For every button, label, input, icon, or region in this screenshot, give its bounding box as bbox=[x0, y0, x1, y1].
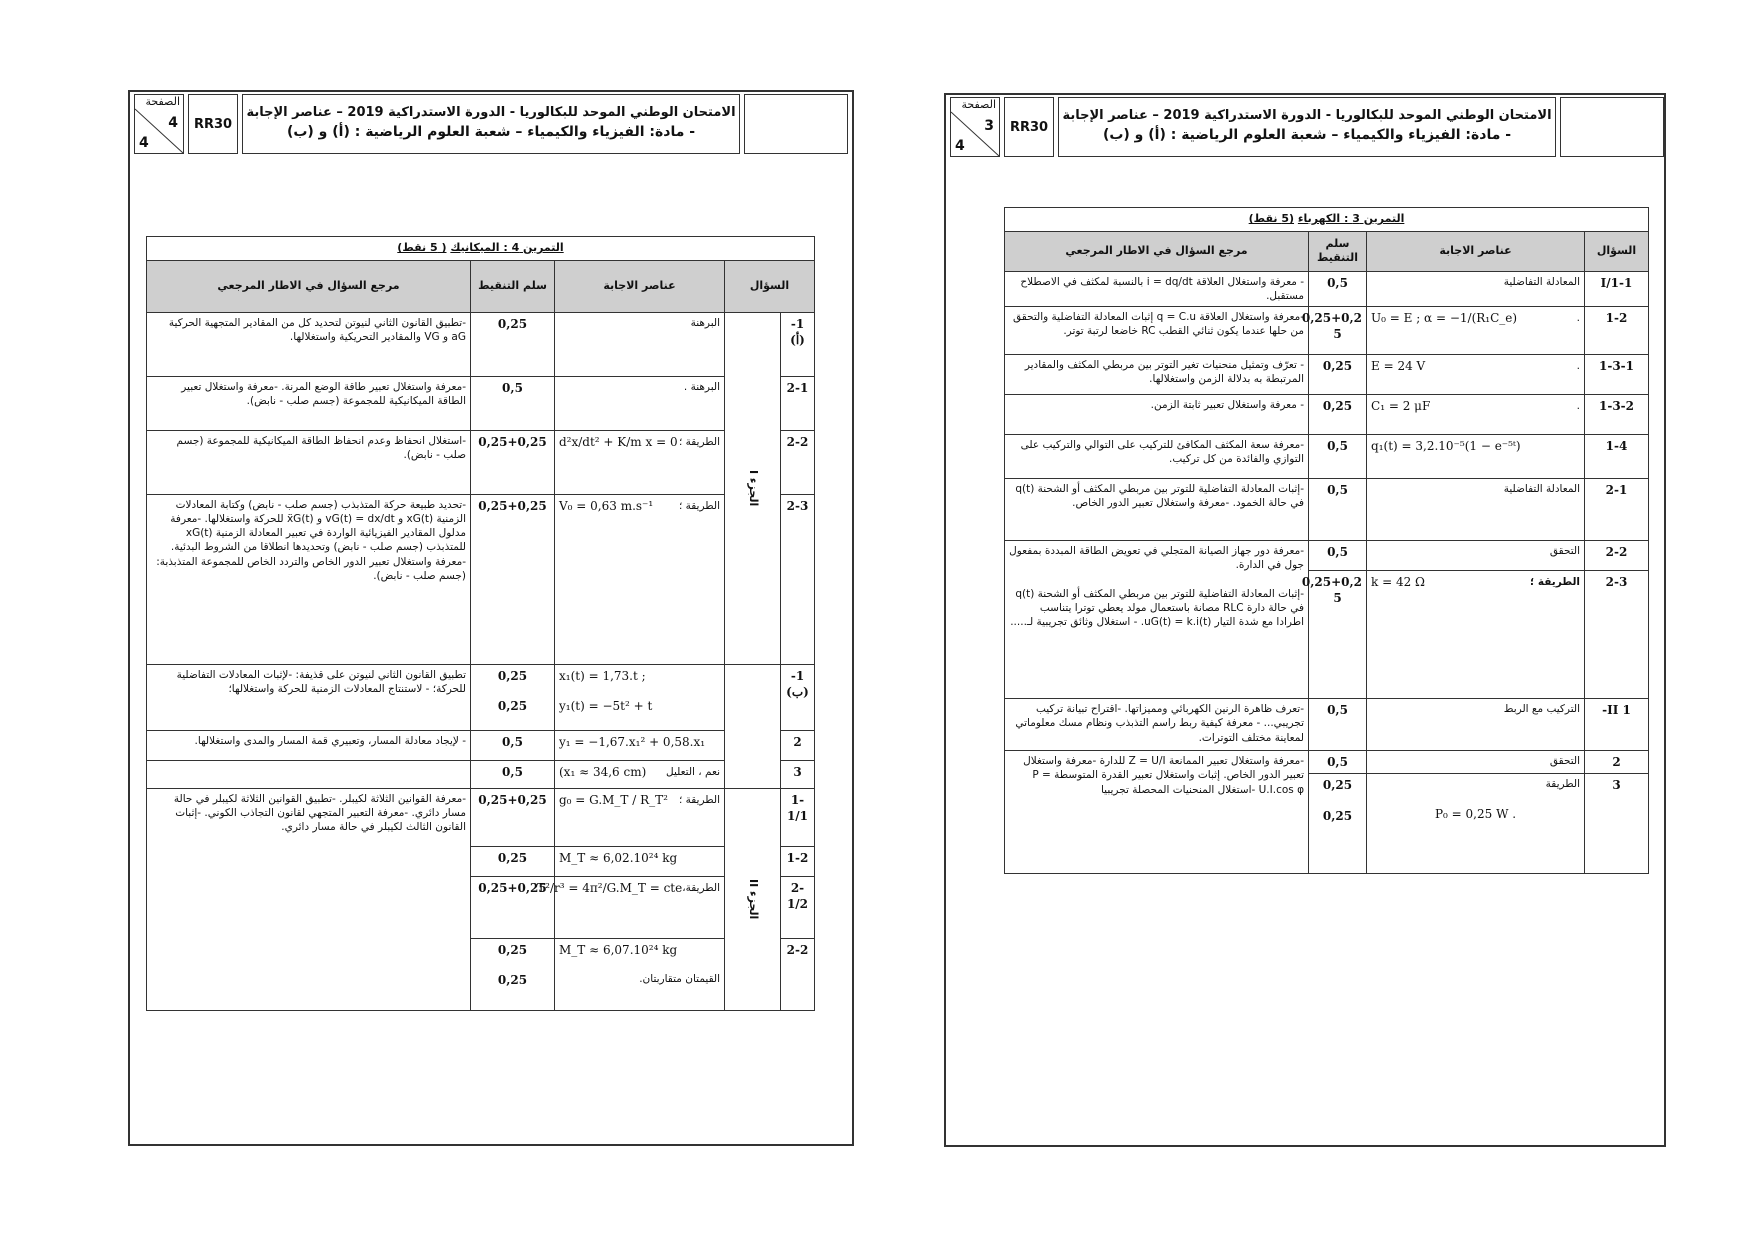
scale-cell: 0,25+0,25 bbox=[471, 788, 555, 846]
question-number: 1-1/1 bbox=[781, 788, 815, 846]
question-number: 2-1/2 bbox=[781, 876, 815, 938]
answer-cell: الطريقة ؛ g₀ = G.M_T / R_T² bbox=[555, 788, 725, 846]
scale-cell: 0,25 0,25 bbox=[471, 664, 555, 730]
col-answer: عناصر الاجابة bbox=[1367, 231, 1585, 271]
blank-box bbox=[744, 94, 848, 154]
page-header bbox=[134, 94, 848, 154]
answer-cell: . U₀ = E ; α = −1/(R₁C_e) bbox=[1367, 307, 1585, 355]
exam-title-box bbox=[1058, 97, 1556, 157]
table-row bbox=[1005, 307, 1649, 355]
answer-cell: الطريقة ؛ k = 42 Ω bbox=[1367, 571, 1585, 699]
scale-cell: 0,25 bbox=[471, 312, 555, 376]
exercise-title: التمرين 4 : الميكانيك ( 5 نقط) bbox=[147, 237, 815, 261]
reference-cell: - لإيجاد معادلة المسار، وتعبيري قمة المسار والمدى واستغلالها. bbox=[147, 730, 471, 760]
reference-cell: -تطبيق القانون الثاني لنيوتن لتحديد كل من المقادير المتجهية الحركية aG و VG والمقادير التحريكية واستغلالها. bbox=[147, 312, 471, 376]
question-number: 2 bbox=[1585, 751, 1649, 774]
table-row bbox=[147, 664, 815, 730]
reference-cell: -معرفة القوانين الثلاثة لكيبلر. -تطبيق القوانين الثلاثة لكيبلر في حالة مسار دائري. -معرفة التعبير المتجهي لقانون التجاذب الكوني. -إثبات القانون الثالث لكيبلر في حالة مسار دائري. bbox=[147, 788, 471, 1010]
table-row bbox=[147, 494, 815, 664]
table-row bbox=[1005, 271, 1649, 306]
table-row bbox=[147, 730, 815, 760]
question-number: 2 bbox=[781, 730, 815, 760]
question-number: 1-4 bbox=[1585, 435, 1649, 479]
scale-cell: 0,25+0,25 bbox=[471, 494, 555, 664]
reference-cell: - معرفة واستغلال تعبير ثابتة الزمن. bbox=[1005, 395, 1309, 435]
reference-cell: -تحديد طبيعة حركة المتذبذب (جسم صلب - نابض) وكتابة المعادلات الزمنية xG(t) و vG(t) = dx/dt و ẍG(t) للحركة واستغلالها. -معرفة مدلول المقادير الفيزيائية الواردة في تعبير المعادلة الزمنية xG(t) للمتذبذب (جسم صلب - نابض) وتحديدها انطلاقا من الشروط البدئية. -معرفة واستغلال تعبير الدور الخاص والتردد الخاص للمجموعة المتذبذبة: (جسم صلب - نابض). bbox=[147, 494, 471, 664]
answer-cell: التركيب مع الربط bbox=[1367, 699, 1585, 751]
scale-cell: 0,25 bbox=[1309, 355, 1367, 395]
exam-title: الامتحان الوطني الموحد للبكالوريا - الدورة الاستدراكية 2019 – عناصر الإجابة bbox=[246, 105, 736, 120]
scale-cell: 0,5 bbox=[1309, 479, 1367, 541]
part-label: الجزء I bbox=[725, 312, 781, 664]
reference-cell: -معرفة سعة المكثف المكافئ للتركيب على التوالي والتركيب على التوازي والفائدة من كل تركيب. bbox=[1005, 435, 1309, 479]
answer-cell: المعادلة التفاضلية bbox=[1367, 479, 1585, 541]
question-number: 2-1 bbox=[1585, 479, 1649, 541]
answer-cell: التحقق bbox=[1367, 541, 1585, 571]
question-number: 2-3 bbox=[781, 494, 815, 664]
scale-cell: 0,25+0,25 bbox=[471, 876, 555, 938]
part-label bbox=[725, 664, 781, 788]
exam-code: RR30 bbox=[1004, 97, 1054, 157]
reference-cell: تطبيق القانون الثاني لنيوتن على قذيفة: -لإثبات المعادلات التفاضلية للحركة؛ - لاستنتاج المعادلات الزمنية للحركة واستغلالها؛ bbox=[147, 664, 471, 730]
question-number: 2-2 bbox=[781, 938, 815, 1010]
question-number: 1-3-2 bbox=[1585, 395, 1649, 435]
table-row bbox=[1005, 479, 1649, 541]
table-row bbox=[1005, 395, 1649, 435]
blank-box bbox=[1560, 97, 1664, 157]
table-row bbox=[1005, 541, 1649, 571]
col-question: السؤال bbox=[1585, 231, 1649, 271]
answer-cell: البرهنة bbox=[555, 312, 725, 376]
exam-subject: - مادة: الفيزياء والكيمياء – شعبة العلوم الرياضية : (أ) و (ب) bbox=[286, 124, 696, 140]
answer-cell: التحقق bbox=[1367, 751, 1585, 774]
table-row bbox=[147, 312, 815, 376]
exam-subject: - مادة: الفيزياء والكيمياء – شعبة العلوم الرياضية : (أ) و (ب) bbox=[1102, 127, 1512, 143]
answer-sheet-page-4 bbox=[128, 90, 854, 1146]
answer-cell: x₁(t) = 1,73.t ; y₁(t) = −5t² + t bbox=[555, 664, 725, 730]
question-number: 1-2 bbox=[781, 846, 815, 876]
question-number: 2-2 bbox=[781, 430, 815, 494]
reference-cell: -معرفة واستغلال العلاقة q = C.u إثبات المعادلة التفاضلية والتحقق من حلها عندما يكون ثنائي القطب RC خاضعا لرتبة توتر. bbox=[1005, 307, 1309, 355]
reference-cell: -استغلال انحفاظ وعدم انحفاظ الطاقة الميكانيكية للمجموعة (جسم صلب - نابض). bbox=[147, 430, 471, 494]
reference-cell: -معرفة واستغلال تعبير طاقة الوضع المرنة. -معرفة واستغلال تعبير الطاقة الميكانيكية للمجموعة (جسم صلب - نابض). bbox=[147, 376, 471, 430]
answer-cell: نعم ، التعليل (x₁ ≈ 34,6 cm) bbox=[555, 760, 725, 788]
scale-cell: 0,25 0,25 bbox=[471, 938, 555, 1010]
question-number: 2-2 bbox=[1585, 541, 1649, 571]
exercise-title: التمرين 3 : الكهرباء (5 نقط) bbox=[1005, 208, 1649, 232]
question-number: I/1-1 bbox=[1585, 271, 1649, 306]
question-number: 3 bbox=[1585, 774, 1649, 874]
table-row bbox=[1005, 751, 1649, 774]
scale-cell: 0,25 0,25 bbox=[1309, 774, 1367, 874]
part-label: الجزء II bbox=[725, 788, 781, 1010]
page-number-box bbox=[134, 94, 184, 154]
page-number-box bbox=[950, 97, 1000, 157]
scale-cell: 0,5 bbox=[471, 760, 555, 788]
table-row bbox=[1005, 435, 1649, 479]
reference-cell bbox=[147, 760, 471, 788]
answer-cell: y₁ = −1,67.x₁² + 0,58.x₁ bbox=[555, 730, 725, 760]
reference-cell: -تعرف ظاهرة الرنين الكهربائي ومميزاتها. -اقتراح تبيانة تركيب تجريبي... - معرفة كيفية ربط راسم التذبذب ونظام مسك معلوماتي لمعاينة مختلف التوترات. bbox=[1005, 699, 1309, 751]
table-row bbox=[1005, 355, 1649, 395]
scale-cell: 0,5 bbox=[1309, 271, 1367, 306]
answer-cell: . C₁ = 2 μF bbox=[1367, 395, 1585, 435]
answer-cell: البرهنة . bbox=[555, 376, 725, 430]
question-number: 2-1 bbox=[781, 376, 815, 430]
answer-cell: الطريقة ؛ V₀ = 0,63 m.s⁻¹ bbox=[555, 494, 725, 664]
col-answer: عناصر الاجابة bbox=[555, 260, 725, 312]
table-row bbox=[1005, 699, 1649, 751]
col-ref: مرجع السؤال في الاطار المرجعي bbox=[1005, 231, 1309, 271]
col-scale: سلم التنقيط bbox=[1309, 231, 1367, 271]
exam-title: الامتحان الوطني الموحد للبكالوريا - الدورة الاستدراكية 2019 – عناصر الإجابة bbox=[1062, 108, 1552, 123]
question-number: 1-2 bbox=[1585, 307, 1649, 355]
reference-cell: -معرفة واستغلال تعبير الممانعة Z = U/I للدارة -معرفة واستغلال تعبير الدور الخاص. إثبات واستغلال تعبير القدرة المتوسطة P = U.I.cos φ -استغلال المنحنيات المحصلة تجريبيا bbox=[1005, 751, 1309, 874]
total-pages: 4 bbox=[139, 135, 149, 151]
table-row bbox=[147, 760, 815, 788]
scale-cell: 0,25 bbox=[471, 846, 555, 876]
answer-sheet-page-3 bbox=[944, 93, 1666, 1147]
question-number: 3 bbox=[781, 760, 815, 788]
answer-cell: المعادلة التفاضلية bbox=[1367, 271, 1585, 306]
reference-cell: -إثبات المعادلة التفاضلية للتوتر بين مربطي المكثف أو الشحنة q(t) في حالة الخمود. -معرفة واستغلال تعبير الدور الخاص. bbox=[1005, 479, 1309, 541]
col-question: السؤال bbox=[725, 260, 815, 312]
reference-cell: - تعرّف وتمثيل منحنيات تغير التوتر بين مربطي المكثف والمقادير المرتبطة به بدلالة الزمن واستغلالها. bbox=[1005, 355, 1309, 395]
scale-cell: 0,5 bbox=[1309, 751, 1367, 774]
page-label: الصفحة bbox=[961, 98, 996, 111]
electricity-answer-table bbox=[1004, 207, 1649, 874]
scale-cell: 0,5 bbox=[1309, 435, 1367, 479]
page-label: الصفحة bbox=[145, 95, 180, 108]
exam-code: RR30 bbox=[188, 94, 238, 154]
current-page: 3 bbox=[984, 118, 994, 134]
question-number: 1-3-1 bbox=[1585, 355, 1649, 395]
answer-cell: الطريقة P₀ = 0,25 W . bbox=[1367, 774, 1585, 874]
scale-cell: 0,5 bbox=[1309, 699, 1367, 751]
scale-cell: 0,25+0,2 5 bbox=[1309, 571, 1367, 699]
scale-cell: 0,5 bbox=[1309, 541, 1367, 571]
scale-cell: 0,25 bbox=[1309, 395, 1367, 435]
scale-cell: 0,5 bbox=[471, 730, 555, 760]
table-row bbox=[147, 376, 815, 430]
question-number: 2-3 bbox=[1585, 571, 1649, 699]
answer-cell: الطريقة ؛ d²x/dt² + K/m x = 0 bbox=[555, 430, 725, 494]
mechanics-answer-table bbox=[146, 236, 815, 1011]
table-row bbox=[147, 788, 815, 846]
exam-title-box bbox=[242, 94, 740, 154]
question-number: 1-(ب) bbox=[781, 664, 815, 730]
scale-cell: 0,5 bbox=[471, 376, 555, 430]
scale-cell: 0,25+0,25 bbox=[471, 430, 555, 494]
reference-cell: - معرفة واستغلال العلاقة i = dq/dt بالنسبة لمكثف في الاصطلاح مستقبل. bbox=[1005, 271, 1309, 306]
page-header bbox=[950, 97, 1660, 157]
answer-cell: q₁(t) = 3,2.10⁻⁵(1 − e⁻⁵ᵗ) bbox=[1367, 435, 1585, 479]
reference-cell: -معرفة دور جهاز الصيانة المتجلي في تعويض الطاقة المبددة بمفعول جول في الدارة. -إثبات المعادلة التفاضلية للتوتر بين مربطي المكثف أو الشحنة q(t) في حالة دارة RLC مصانة باستعمال مولد يعطي توترا يتناسب اطرادا مع شدة التيار uG(t) = k.i(t). - استغلال وثائق تجريبية لـ..... bbox=[1005, 541, 1309, 699]
scale-cell: 0,25+0,2 5 bbox=[1309, 307, 1367, 355]
answer-cell: M_T ≈ 6,07.10²⁴ kg القيمتان متقاربتان. bbox=[555, 938, 725, 1010]
question-number: 1-(أ) bbox=[781, 312, 815, 376]
current-page: 4 bbox=[168, 115, 178, 131]
question-number: II 1- bbox=[1585, 699, 1649, 751]
col-ref: مرجع السؤال في الاطار المرجعي bbox=[147, 260, 471, 312]
answer-cell: . E = 24 V bbox=[1367, 355, 1585, 395]
table-row bbox=[147, 430, 815, 494]
total-pages: 4 bbox=[955, 138, 965, 154]
answer-cell: M_T ≈ 6,02.10²⁴ kg bbox=[555, 846, 725, 876]
col-scale: سلم التنقيط bbox=[471, 260, 555, 312]
answer-cell: الطريقة، T²/r³ = 4π²/G.M_T = cte bbox=[555, 876, 725, 938]
